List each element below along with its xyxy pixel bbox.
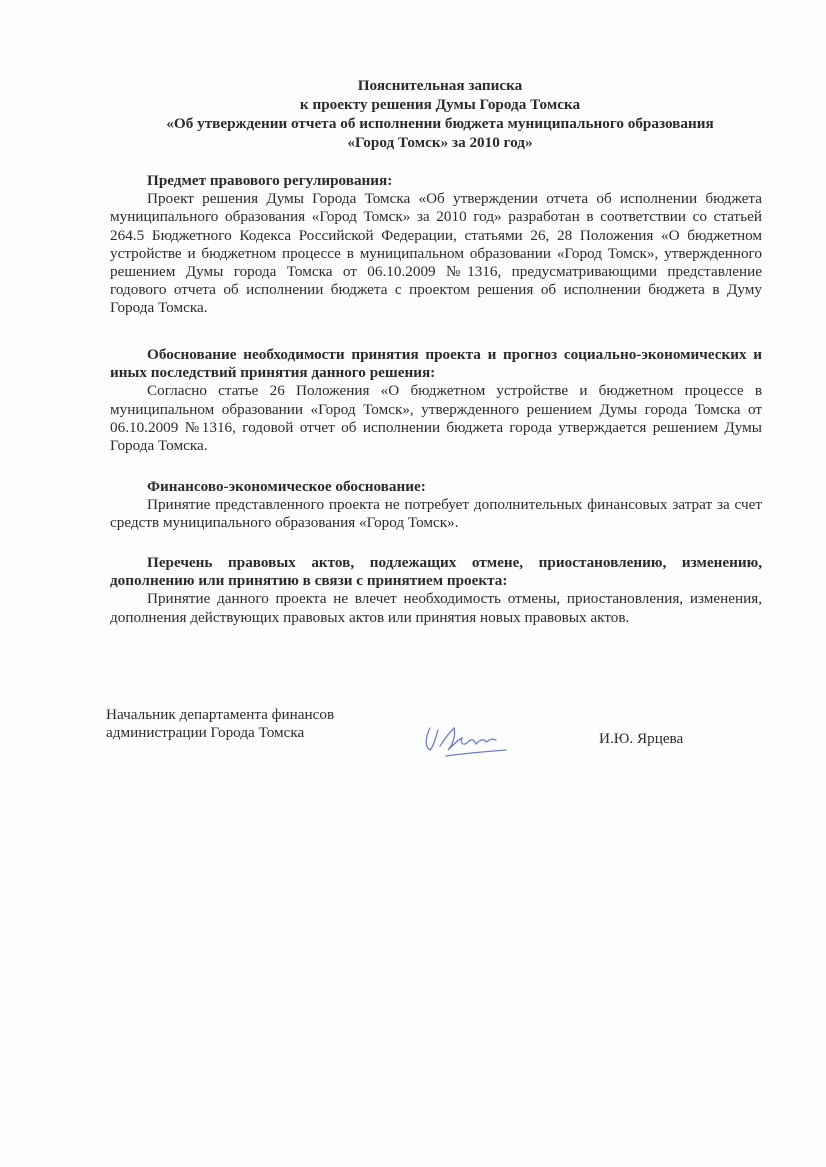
section-legal-acts-list [110,554,762,627]
title-line-4: «Город Томск» за 2010 год» [347,134,533,151]
section-justification [110,346,762,455]
section-text: Проект решения Думы Города Томска «Об утверждении отчета об исполнении бюджета муниципального образования «Город Томск» за 2010 год» разработан в соответствии со статьей 264.5 Бюджетного Кодекса Российской Федерации, статьями 26, 28 Положения «О бюджетном устройстве и бюджетном процессе в муниципальном образовании «Город Томск», утвержденного решением Думы города Томска от 06.10.2009 №1316, предусматривающими представление годового отчета об исполнении бюджета с проектом решения об исполнении бюджета в Думу Города Томска. [110,190,762,317]
signatory-name: И.Ю. Ярцева [599,730,684,747]
section-text: Согласно статье 26 Положения «О бюджетном устройстве и бюджетном процессе в муниципальном образовании «Город Томск», утвержденного решением Думы города Томска от 06.10.2009 №1316, годовой отчет об исполнении бюджета города утверждается решением Думы Города Томска. [110,382,762,455]
title-line-2: к проекту решения Думы Города Томска [299,96,581,113]
signatory-position-line-1: Начальник департамента финансов [106,706,335,723]
section-financial-justification [110,478,762,533]
title-line-1: Пояснительная записка [357,77,523,94]
section-text: Принятие данного проекта не влечет необходимость отмены, приостановления, изменения, дополнения действующих правовых актов или принятия новых правовых актов. [110,590,762,626]
section-heading: Предмет правового регулирования: [147,172,393,189]
section-heading: Обоснование необходимости принятия проекта и прогноз социально-экономических и иных последствий принятия данного решения: [110,346,762,382]
section-text: Принятие представленного проекта не потребует дополнительных финансовых затрат за счет средств муниципального образования «Город Томск». [110,496,762,532]
document-title [110,76,770,152]
section-heading: Финансово-экономическое обоснование: [147,478,426,495]
handwritten-signature [420,716,520,760]
title-line-3: «Об утверждении отчета об исполнении бюджета муниципального образования [166,115,714,132]
section-legal-regulation [110,172,762,318]
signatory-position [106,706,334,742]
signatory-position-line-2: администрации Города Томска [106,724,305,741]
section-heading: Перечень правовых актов, подлежащих отмене, приостановлению, изменению, дополнению или принятию в связи с принятием проекта: [110,554,762,590]
